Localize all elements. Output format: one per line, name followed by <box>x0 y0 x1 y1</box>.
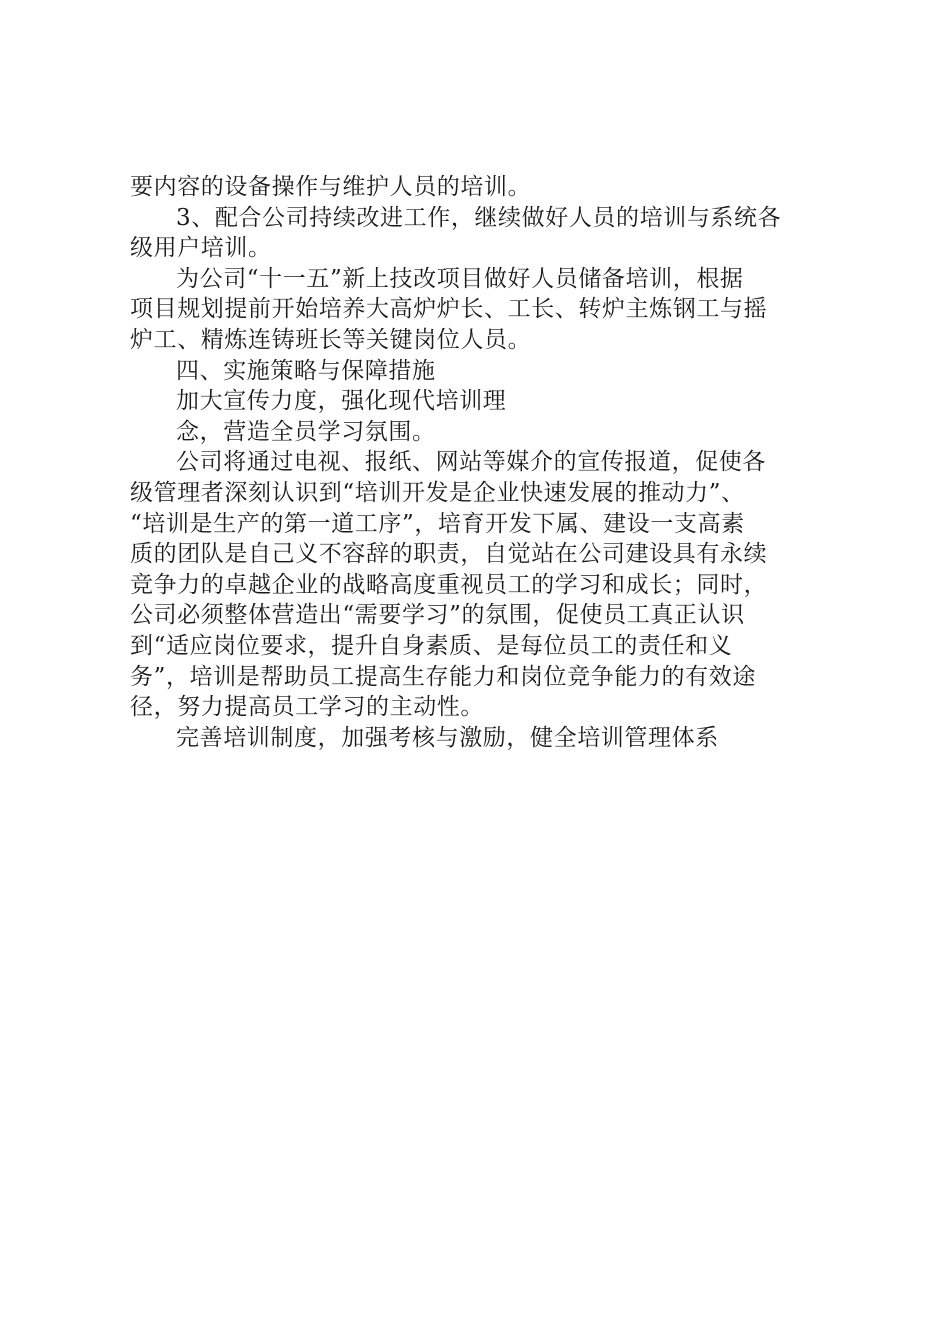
text-line: 要内容的设备操作与维护人员的培训。 <box>130 174 532 200</box>
text-line: “培训是生产的第一道工序”，培育开发下属、建设一支高素 <box>130 510 745 537</box>
text-line: 为公司“十一五”新上技改项目做好人员储备培训，根据 <box>176 265 744 292</box>
text-line: 级用户培训。 <box>130 235 272 262</box>
text-line: 质的团队是自己义不容辞的职责，自觉站在公司建设具有永续 <box>130 541 768 568</box>
subheading-line: 加大宣传力度，强化现代培训理 <box>176 388 507 415</box>
text-line: 公司将通过电视、报纸、网站等媒介的宣传报道，促使各 <box>176 449 766 476</box>
text-line: 级管理者深刻认识到“培训开发是企业快速发展的推动力”、 <box>130 479 745 506</box>
text-line: 3、配合公司持续改进工作，继续做好人员的培训与系统各 <box>176 204 782 231</box>
text-line: 项目规划提前开始培养大高炉炉长、工长、转炉主炼钢工与摇 <box>130 296 768 323</box>
text-line: 竞争力的卓越企业的战略高度重视员工的学习和成长；同时， <box>130 571 768 598</box>
text-line: 到“适应岗位要求，提升自身素质、是每位员工的责任和义 <box>130 632 733 659</box>
text-line: 炉工、精炼连铸班长等关键岗位人员。 <box>130 326 532 353</box>
text-line: 径，努力提高员工学习的主动性。 <box>130 694 484 721</box>
text-line: 公司必须整体营造出“需要学习”的氛围，促使员工真正认识 <box>130 602 745 629</box>
document-body <box>130 172 832 753</box>
subheading-line: 念，营造全员学习氛围。 <box>176 418 436 445</box>
text-line: 务”，培训是帮助员工提高生存能力和岗位竞争能力的有效途 <box>130 663 756 690</box>
section-heading: 四、实施策略与保障措施 <box>176 357 436 384</box>
subheading-line: 完善培训制度，加强考核与激励，健全培训管理体系 <box>176 724 719 751</box>
